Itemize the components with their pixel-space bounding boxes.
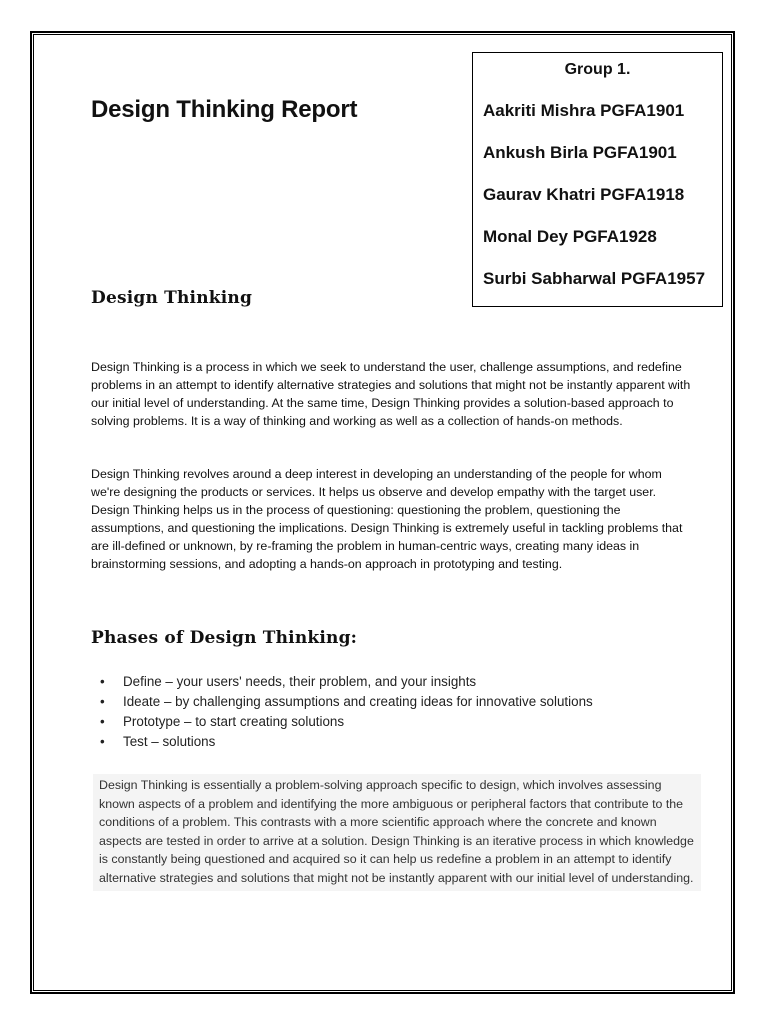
list-item-text: Prototype – to start creating solutions	[123, 714, 345, 729]
group-member: Surbi Sabharwal PGFA1957	[483, 269, 706, 288]
section-heading-phases: Phases of Design Thinking:	[91, 628, 358, 648]
section-heading-design-thinking: Design Thinking	[91, 288, 253, 308]
report-title: Design Thinking Report	[91, 96, 358, 123]
group-title: Group 1.	[564, 61, 631, 78]
bullet-icon: •	[100, 734, 105, 749]
bullet-icon: •	[100, 714, 105, 729]
list-item	[100, 732, 593, 752]
list-item-text: Ideate – by challenging assumptions and creating ideas for innovative solutions	[123, 694, 593, 709]
group-member: Gaurav Khatri PGFA1918	[483, 185, 685, 204]
bullet-icon: •	[100, 674, 105, 689]
group-member: Ankush Birla PGFA1901	[483, 143, 677, 162]
list-item-text: Test – solutions	[123, 734, 216, 749]
group-member: Monal Dey PGFA1928	[483, 227, 657, 246]
list-item	[100, 672, 593, 692]
paragraph-closing: Design Thinking is essentially a problem-solving approach specific to design, which involves assessing known aspects of a problem and identifying the more ambiguous or peripheral factors that contribute to the conditions of a problem. This contrasts with a more scientific approach where the concrete and known aspects are tested in order to arrive at a solution. Design Thinking is an iterative process in which knowledge is constantly being questioned and acquired so it can help us redefine a problem in an attempt to identify alternative strategies and solutions that might not be instantly apparent with our initial level of understanding.	[93, 774, 701, 891]
phases-list	[100, 672, 593, 752]
list-item	[100, 692, 593, 712]
bullet-icon: •	[100, 694, 105, 709]
paragraph-empathy: Design Thinking revolves around a deep interest in developing an understanding of the people for whom we're designing the products or services. It helps us observe and develop empathy with the target user. Design Thinking helps us in the process of questioning: questioning the problem, questioning the assumptions, and questioning the implications. Design Thinking is extremely useful in tackling problems that are ill-defined or unknown, by re-framing the problem in human-centric ways, creating many ideas in brainstorming sessions, and adopting a hands-on approach in prototyping and testing.	[91, 467, 683, 571]
group-member: Aakriti Mishra PGFA1901	[483, 101, 685, 120]
group-members-box	[472, 52, 723, 307]
list-item	[100, 712, 593, 732]
paragraph-intro: Design Thinking is a process in which we seek to understand the user, challenge assumptions, and redefine problems in an attempt to identify alternative strategies and solutions that might not be instantly apparent with our initial level of understanding. At the same time, Design Thinking provides a solution-based approach to solving problems. It is a way of thinking and working as well as a collection of hands-on methods.	[91, 360, 691, 428]
list-item-text: Define – your users' needs, their problem, and your insights	[123, 674, 477, 689]
